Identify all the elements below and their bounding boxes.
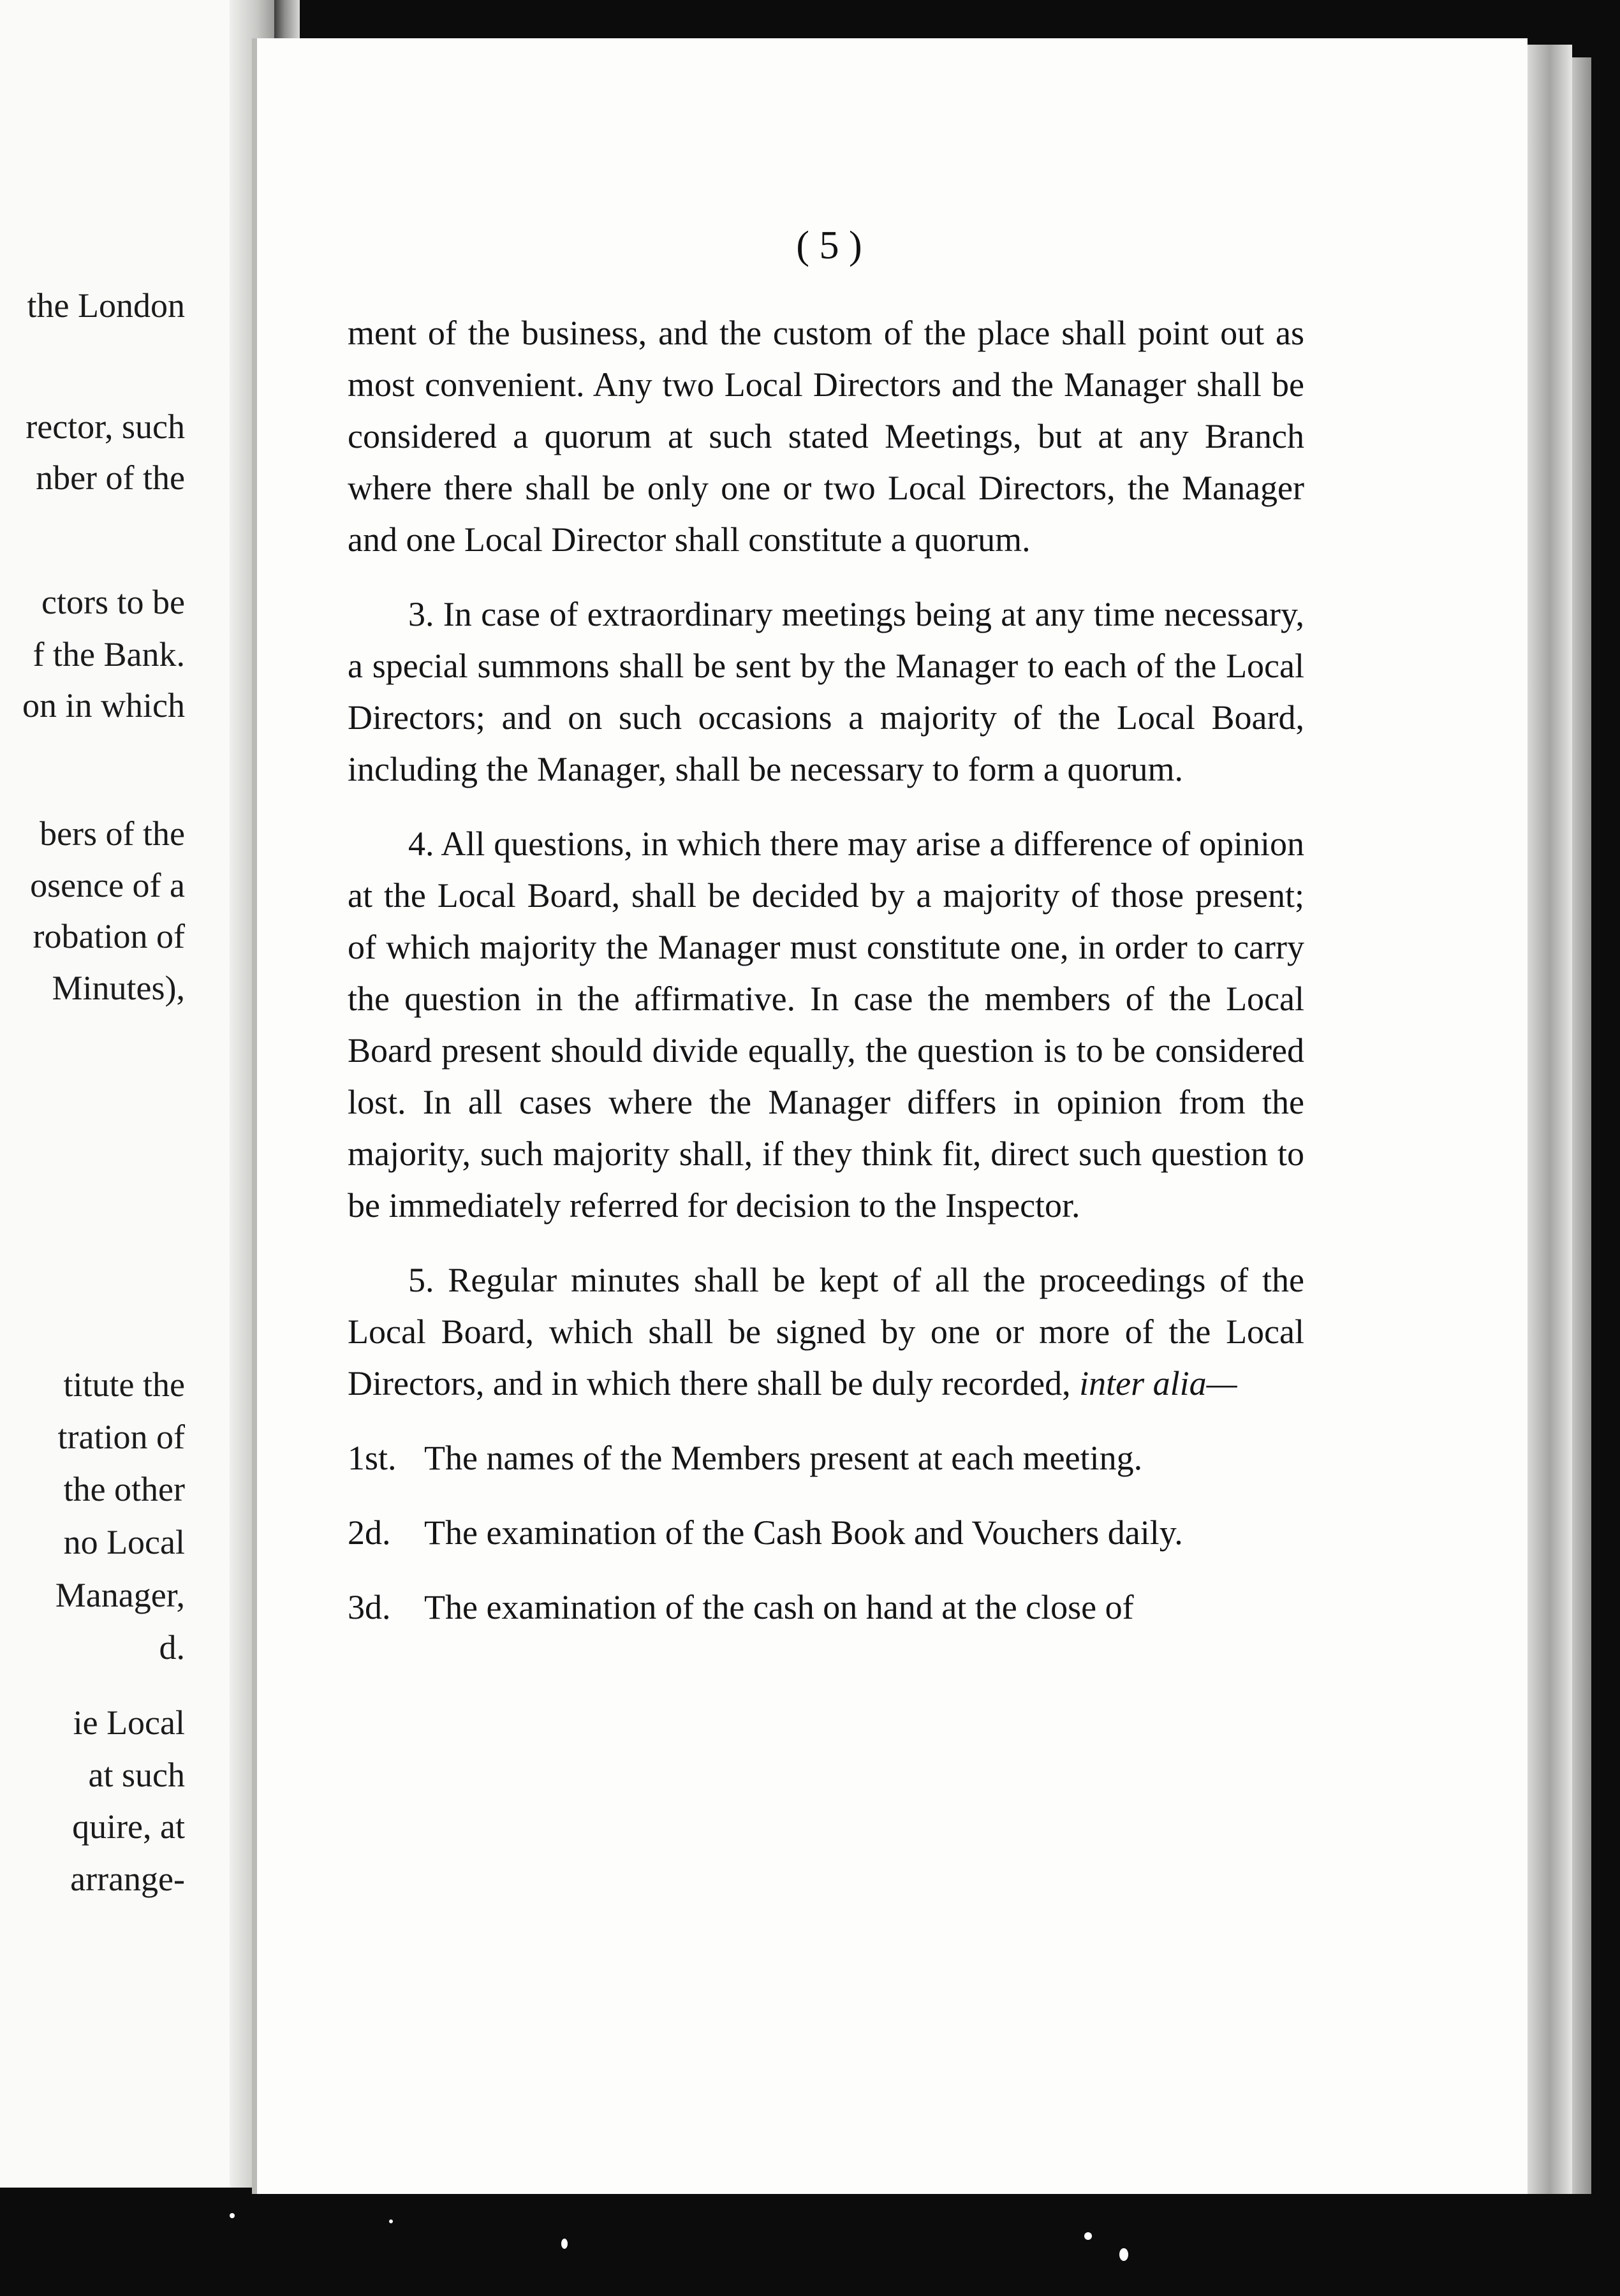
list-item-text: The examination of the Cash Book and Vouchers daily. bbox=[424, 1513, 1183, 1552]
list-item bbox=[348, 1582, 1304, 1633]
left-page-line: arrange- bbox=[70, 1860, 185, 1898]
dust-speck bbox=[230, 2213, 235, 2218]
list-item bbox=[348, 1432, 1304, 1484]
paragraph-continuation: ment of the business, and the custom of the place shall point out as most convenient. Any two Local Directors and the Manager shall be considered a quorum at such stated Meetings, but at any Branch where there shall be only one or two Local Directors, the Manager and one Local Director shall constitute a quorum. bbox=[348, 314, 1304, 559]
left-page-line: ie Local bbox=[73, 1704, 185, 1742]
dust-speck bbox=[1119, 2248, 1128, 2261]
page-body bbox=[348, 307, 1304, 1633]
left-page-line: ctors to be bbox=[41, 583, 185, 621]
left-page-line: the other bbox=[63, 1470, 185, 1508]
left-page-line: the London bbox=[27, 286, 185, 325]
list-item-text: The examination of the cash on hand at the close of bbox=[424, 1588, 1134, 1626]
paragraph-5 bbox=[348, 1255, 1304, 1409]
left-page-line: Manager, bbox=[55, 1576, 185, 1614]
paragraph-4: 4. All questions, in which there may arise a difference of opinion at the Local Board, shall be decided by a majority of those present; of which majority the Manager must constitute one, in order to carry the question in the affirmative. In case the members of the Local Board present should divide equally, the question is to be considered lost. In all cases where the Manager differs in opinion from the majority, such majority shall, if they think fit, direct such question to be immediately referred for decision to the Inspector. bbox=[348, 825, 1304, 1225]
left-page-line: Minutes), bbox=[52, 969, 185, 1007]
dust-speck bbox=[389, 2219, 393, 2223]
dust-speck bbox=[1084, 2232, 1092, 2240]
scan-bottom-margin bbox=[0, 2194, 1620, 2296]
dust-speck bbox=[561, 2239, 568, 2249]
left-page-line: nber of the bbox=[36, 459, 185, 497]
right-page-edge-shadow bbox=[1572, 57, 1591, 2194]
page-number: ( 5 ) bbox=[796, 224, 862, 267]
left-page-line: robation of bbox=[33, 917, 185, 955]
right-page-edge bbox=[1528, 45, 1572, 2194]
list-item-number: 3d. bbox=[348, 1588, 391, 1626]
left-page-line: f the Bank. bbox=[33, 635, 185, 673]
left-page-line: bers of the bbox=[40, 814, 185, 853]
paragraph-3: 3. In case of extraordinary meetings being at any time necessary, a special summons shall be sent by the Manager to each of the Local Directors; and on such occasions a majority of the Local Board, including the Manager, shall be necessary to form a quorum. bbox=[348, 595, 1304, 788]
left-page bbox=[0, 0, 274, 2188]
left-page-line: osence of a bbox=[30, 866, 185, 904]
paragraph-5-text: 5. Regular minutes shall be kept of all the proceedings of the Local Board, which shall be signed by one or more of the Local Directors, and in which there shall be duly recorded, bbox=[348, 1261, 1304, 1402]
list-item-number: 1st. bbox=[348, 1439, 397, 1477]
left-page-line: on in which bbox=[22, 686, 185, 725]
paragraph-5-italic: inter alia— bbox=[1079, 1364, 1237, 1402]
left-page-line: quire, at bbox=[72, 1807, 185, 1846]
left-page-line: rector, such bbox=[26, 408, 185, 446]
left-page-line: titute the bbox=[63, 1365, 185, 1404]
left-page-line: no Local bbox=[63, 1523, 185, 1561]
list-item bbox=[348, 1507, 1304, 1559]
list-item-text: The names of the Members present at each meeting. bbox=[424, 1439, 1143, 1477]
left-page-line: at such bbox=[88, 1756, 185, 1794]
left-page-line: tration of bbox=[57, 1418, 185, 1456]
list-item-number: 2d. bbox=[348, 1513, 391, 1552]
left-page-line: d. bbox=[159, 1628, 185, 1667]
